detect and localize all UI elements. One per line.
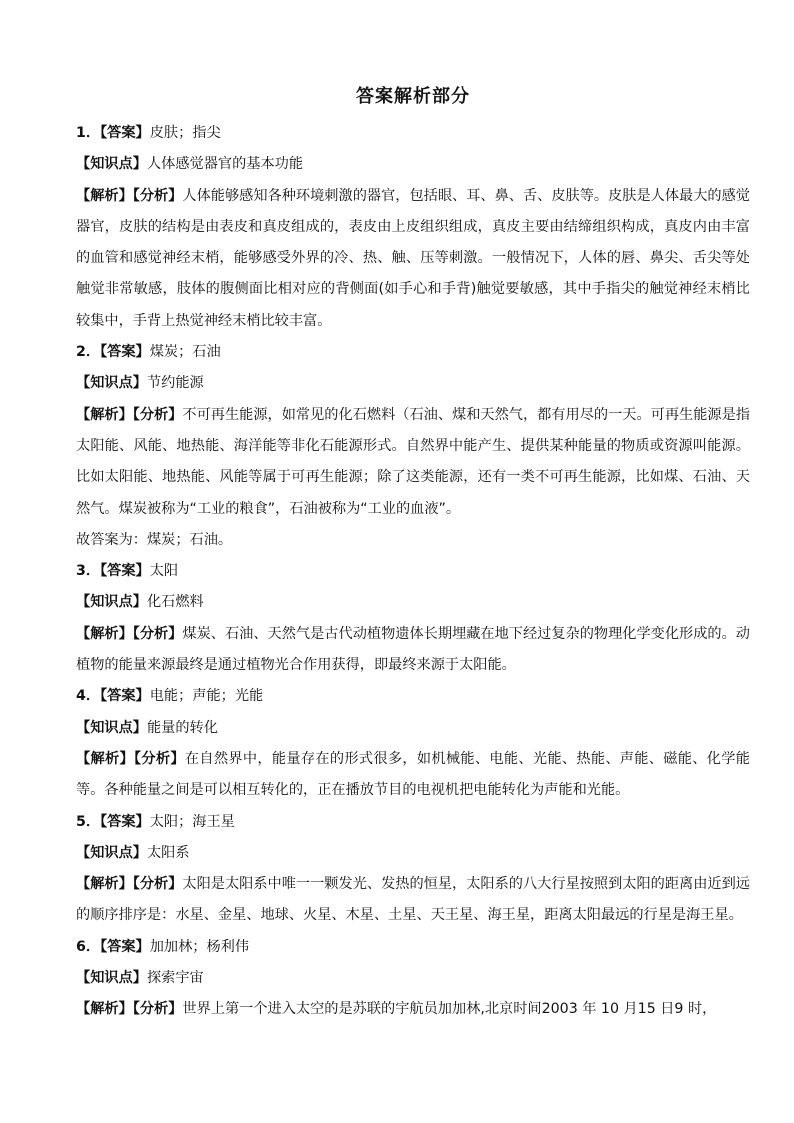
analysis-text: 在自然界中，能量存在的形式很多，如机械能、电能、光能、热能、声能、磁能、化学能等。各种能量之间是可以相互转化的，正在播放节目的电视机把电能转化为声能和光能。 bbox=[76, 750, 750, 799]
analysis-text: 太阳是太阳系中唯一一颗发光、发热的恒星，太阳系的八大行星按照到太阳的距离由近到远的顺序排序是：水星、金星、地球、火星、木星、土星、天王星、海王星，距离太阳最远的行星是海王星。 bbox=[76, 876, 750, 924]
question-number: 1． bbox=[76, 125, 101, 141]
analysis-label: 【解析】 bbox=[76, 406, 133, 423]
analysis-text: 不可再生能源，如常见的化石燃料（石油、煤和天然气，都有用尽的一天。可再生能源是指太阳能、风能、地热能、海洋能等非化石能源形式。自然界中能产生、提供某种能量的物质或资源叫能源。比如太阳能、地热能、风能等属于可再生能源；除了这类能源，还有一类不可再生能源，比如煤、石油、天然气。煤炭被称为“工业的粮食”，石油被称为“工业的血液”。 bbox=[76, 406, 750, 517]
question-number: 2． bbox=[76, 344, 101, 361]
question-item bbox=[76, 932, 750, 1026]
fenxi-label: 【分析】 bbox=[134, 750, 185, 767]
analysis-paragraph bbox=[76, 181, 750, 337]
knowledge-label: 【知识点】 bbox=[76, 844, 147, 861]
knowledge-text: 能量的转化 bbox=[146, 719, 218, 736]
knowledge-label: 【知识点】 bbox=[76, 594, 147, 611]
question-number: 6． bbox=[76, 938, 101, 955]
fenxi-label: 【分析】 bbox=[132, 876, 183, 893]
knowledge-text: 太阳系 bbox=[146, 844, 190, 861]
analysis-paragraph bbox=[76, 744, 750, 807]
question-number: 5． bbox=[76, 813, 101, 830]
answer-text: 太阳 bbox=[149, 563, 179, 580]
question-number: 4． bbox=[76, 688, 101, 705]
knowledge-text: 人体感觉器官的基本功能 bbox=[146, 156, 304, 173]
answer-text: 皮肤；指尖 bbox=[149, 125, 221, 141]
answer-text: 加加林；杨利伟 bbox=[149, 938, 250, 955]
knowledge-label: 【知识点】 bbox=[76, 375, 147, 392]
answer-line bbox=[76, 932, 750, 963]
knowledge-label: 【知识点】 bbox=[76, 719, 147, 736]
analysis-paragraph bbox=[76, 994, 750, 1025]
answer-line bbox=[76, 807, 750, 838]
analysis-text: 人体能够感知各种环境刺激的器官，包括眼、耳、鼻、舌、皮肤等。皮肤是人体最大的感觉器官，皮肤的结构是由表皮和真皮组成的，表皮由上皮组织组成，真皮主要由结缔组织构成，真皮内由丰富的血管和感觉神经末梢，能够感受外界的冷、热、触、压等刺激。一般情况下，人体的唇、鼻尖、舌尖等处触觉非常敏感，肢体的腹侧面比相对应的背侧面(如手心和手背)触觉要敏感，其中手指尖的触觉神经末梢比较集中，手背上热觉神经末梢比较丰富。 bbox=[76, 187, 750, 329]
knowledge-line bbox=[76, 149, 750, 180]
knowledge-text: 化石燃料 bbox=[146, 594, 204, 611]
question-item bbox=[76, 118, 750, 337]
answer-label: 【答案】 bbox=[100, 344, 150, 361]
fenxi-label: 【分析】 bbox=[132, 187, 183, 204]
answer-line bbox=[76, 118, 750, 149]
question-item bbox=[76, 681, 750, 806]
fenxi-label: 【分析】 bbox=[132, 625, 183, 642]
analysis-label: 【解析】 bbox=[76, 1001, 133, 1018]
analysis-text: 煤炭、石油、天然气是古代动植物遗体长期埋藏在地下经过复杂的物理化学变化形成的。动植物的能量来源最终是通过植物光合作用获得，即最终来源于太阳能。 bbox=[76, 625, 750, 674]
analysis-label: 【解析】 bbox=[76, 187, 133, 204]
analysis-label: 【解析】 bbox=[76, 876, 133, 893]
answer-line bbox=[76, 681, 750, 712]
answer-label: 【答案】 bbox=[100, 125, 150, 141]
analysis-paragraph bbox=[76, 400, 750, 525]
answer-line bbox=[76, 337, 750, 368]
knowledge-text: 探索宇宙 bbox=[146, 970, 204, 987]
knowledge-label: 【知识点】 bbox=[76, 156, 147, 173]
knowledge-line bbox=[76, 963, 750, 994]
analysis-paragraph bbox=[76, 869, 750, 932]
question-item bbox=[76, 556, 750, 681]
analysis-text: 世界上第一个进入太空的是苏联的宇航员加加林,北京时间2003 年 10 月15 日9 时， bbox=[182, 1001, 717, 1018]
answer-label: 【答案】 bbox=[100, 813, 150, 830]
answer-label: 【答案】 bbox=[100, 938, 150, 955]
conclusion-text: 故答案为：煤炭；石油。 bbox=[76, 531, 233, 548]
knowledge-label: 【知识点】 bbox=[76, 970, 147, 987]
answer-text: 煤炭；石油 bbox=[149, 344, 221, 361]
answer-line bbox=[76, 556, 750, 587]
analysis-paragraph bbox=[76, 619, 750, 682]
answer-text: 太阳；海王星 bbox=[149, 813, 235, 830]
fenxi-label: 【分析】 bbox=[132, 1001, 183, 1018]
knowledge-text: 节约能源 bbox=[146, 375, 204, 392]
knowledge-line bbox=[76, 368, 750, 399]
fenxi-label: 【分析】 bbox=[132, 406, 183, 423]
answer-text: 电能；声能；光能 bbox=[149, 688, 264, 705]
analysis-label: 【解析】 bbox=[76, 750, 134, 767]
answer-label: 【答案】 bbox=[100, 688, 150, 705]
answer-sheet bbox=[76, 84, 750, 1026]
question-list bbox=[76, 118, 750, 1026]
knowledge-line bbox=[76, 838, 750, 869]
knowledge-line bbox=[76, 587, 750, 618]
question-item bbox=[76, 807, 750, 932]
page-title: 答案解析部分 bbox=[356, 86, 470, 107]
question-number: 3． bbox=[76, 563, 101, 580]
question-item bbox=[76, 337, 750, 556]
conclusion-line bbox=[76, 525, 750, 556]
knowledge-line bbox=[76, 713, 750, 744]
answer-label: 【答案】 bbox=[100, 563, 150, 580]
analysis-label: 【解析】 bbox=[76, 625, 133, 642]
